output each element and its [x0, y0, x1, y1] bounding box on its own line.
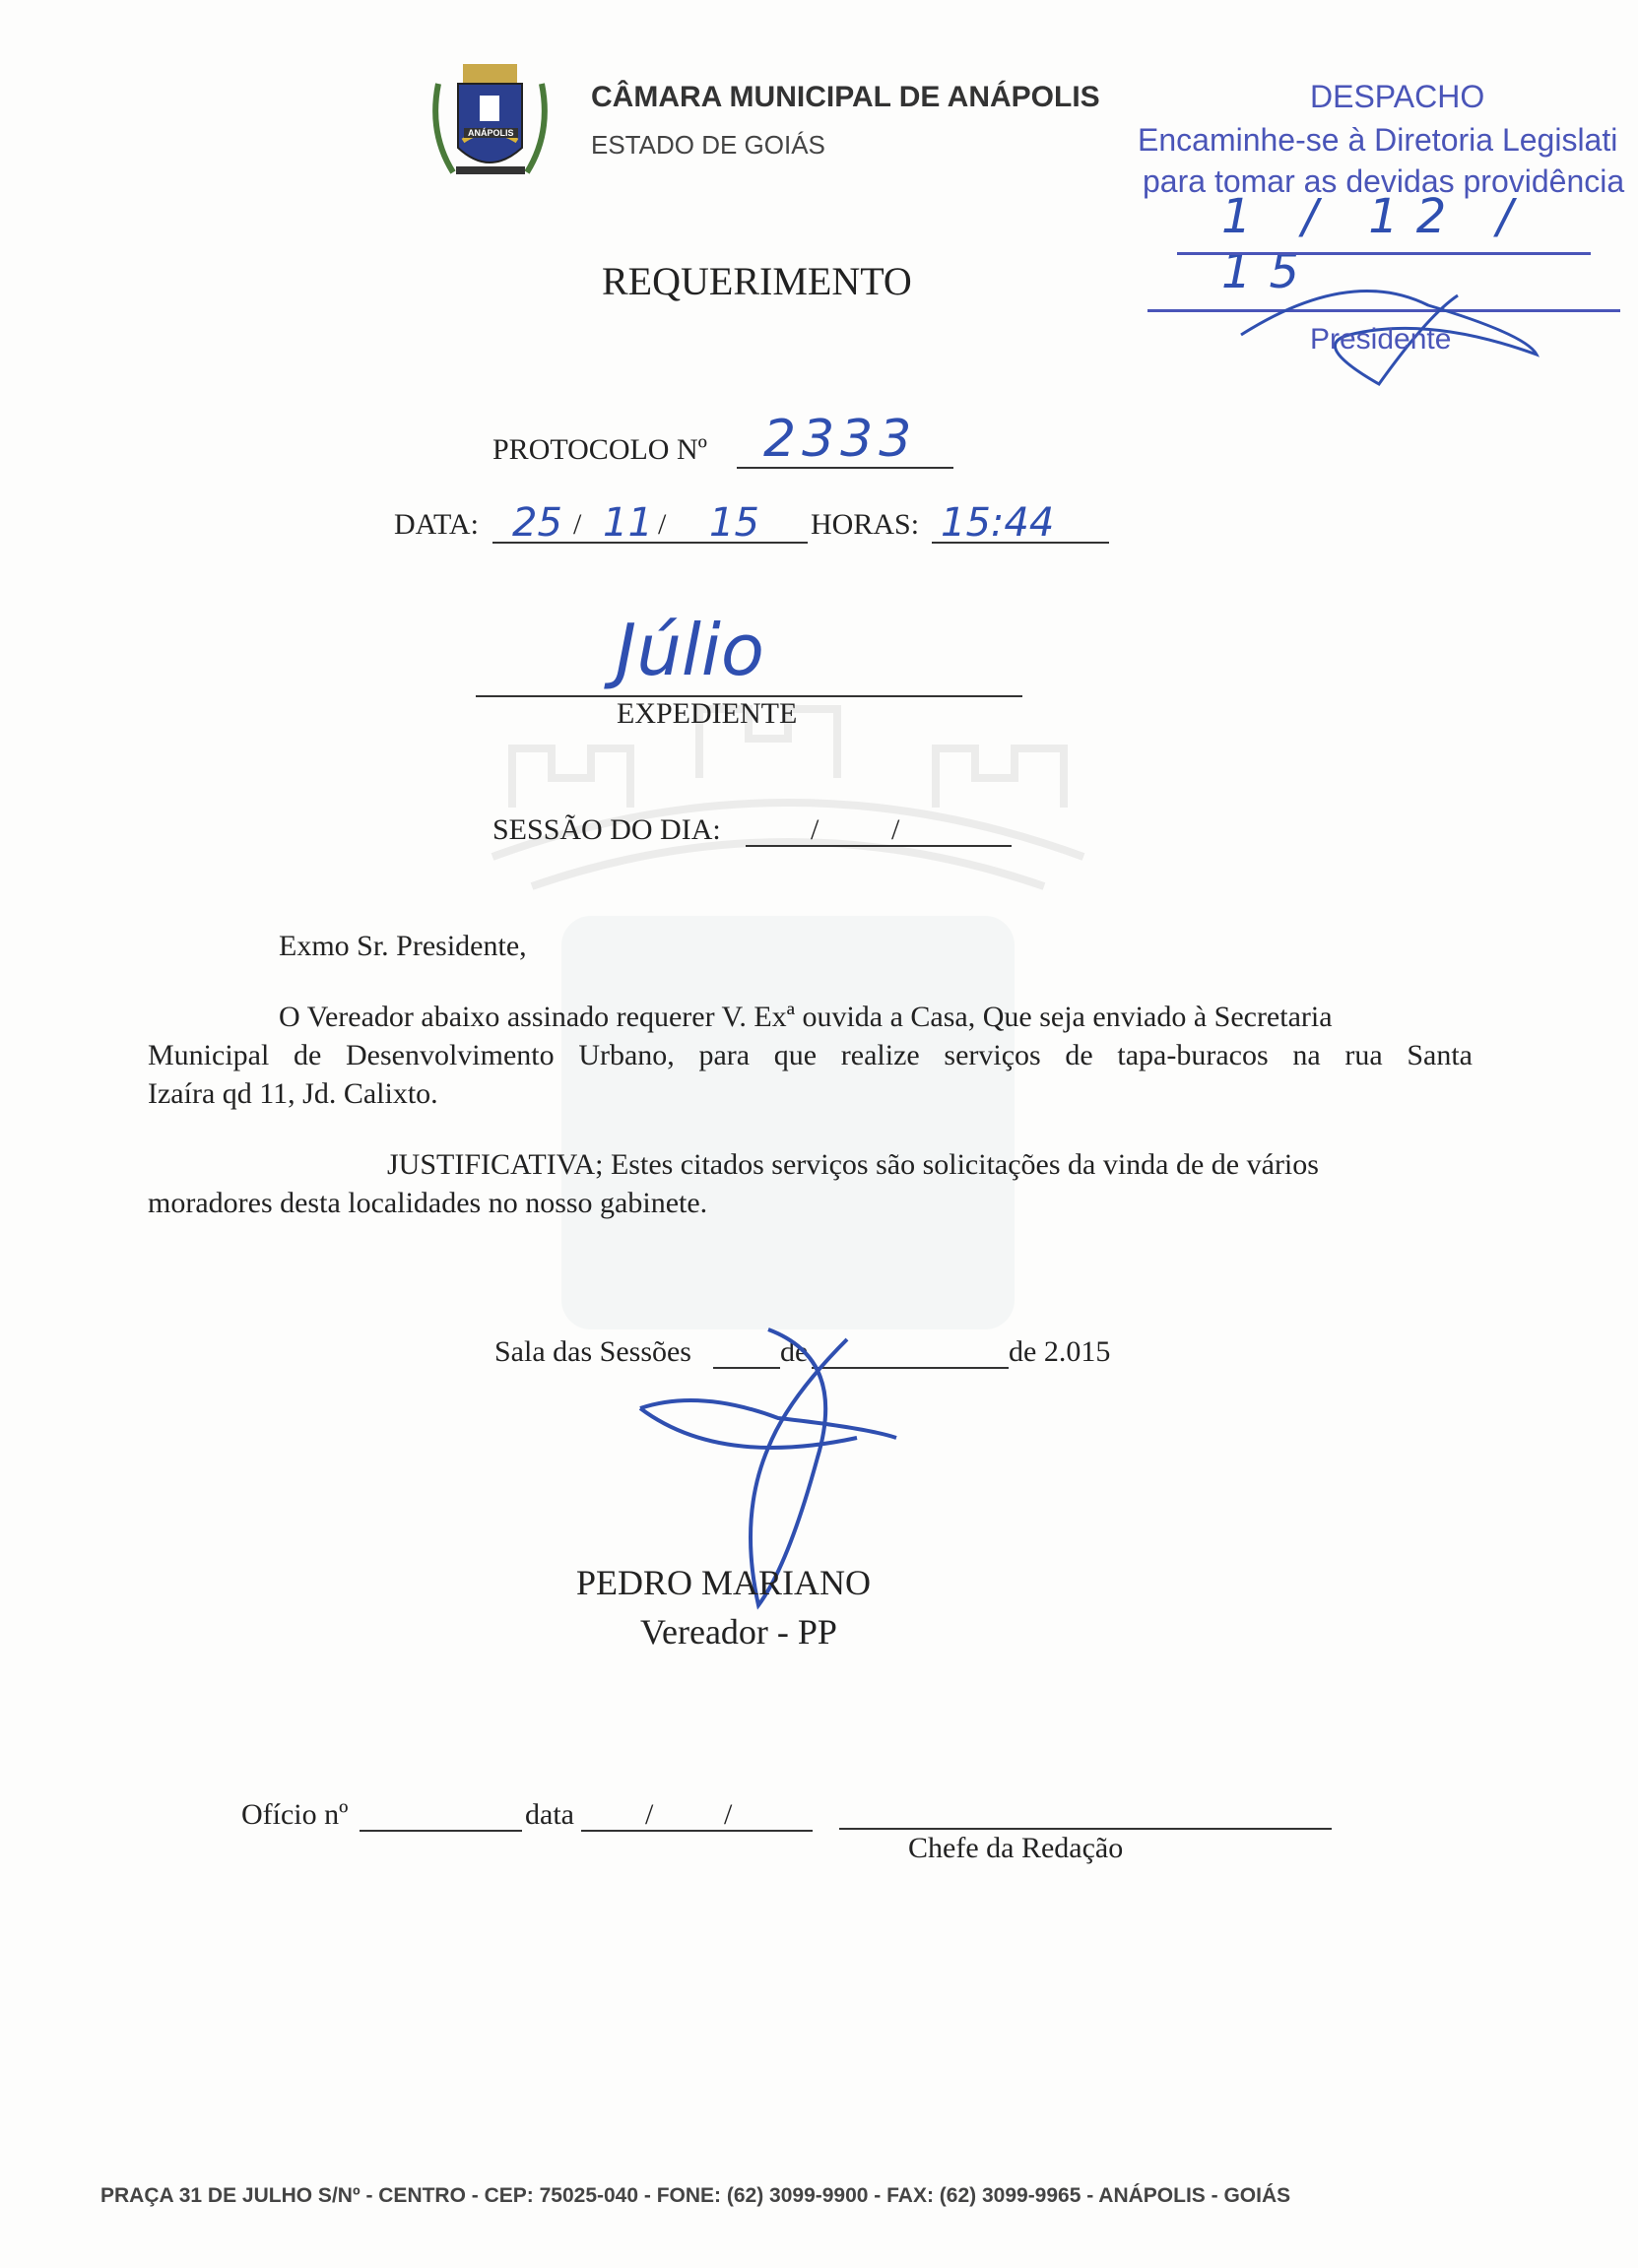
data2-sep2: / — [724, 1798, 733, 1831]
stamp-line2: para tomar as devidas providência — [1143, 163, 1625, 199]
horas-label: HORAS: — [811, 508, 920, 541]
data-year: 15 — [709, 500, 759, 546]
municipal-crest-logo — [419, 54, 561, 197]
body-p1-line1: O Vereador abaixo assinado requerer V. Exª ouvida a Casa, Que seja enviado à Secretaria — [279, 1001, 1333, 1033]
body-p2-line2: moradores desta localidades no nosso gabinete. — [148, 1187, 708, 1219]
data-day: 25 — [512, 500, 562, 546]
salutation: Exmo Sr. Presidente, — [279, 930, 527, 962]
chefe-label: Chefe da Redação — [908, 1832, 1124, 1864]
sessao-sep1: / — [811, 813, 819, 846]
data-label: DATA: — [394, 508, 479, 541]
signer-role: Vereador - PP — [640, 1612, 837, 1652]
body-p2-line1: JUSTIFICATIVA; Estes citados serviços são solicitações da vinda de de vários — [387, 1148, 1319, 1181]
body-p1-line3: Izaíra qd 11, Jd. Calixto. — [148, 1077, 438, 1110]
signer-name: PEDRO MARIANO — [576, 1563, 872, 1602]
data2-sep1: / — [645, 1798, 654, 1831]
crest-watermark — [473, 689, 1103, 1379]
sessao-sep2: / — [891, 813, 900, 846]
data-sep1: / — [573, 508, 582, 541]
footer-address: PRAÇA 31 DE JULHO S/Nº - CENTRO - CEP: 75025-040 - FONE: (62) 3099-9900 - FAX: (62) 3099-9965 - ANÁPOLIS - GOIÁS — [100, 2184, 1291, 2207]
stamp-date: 1 / 12 / 15 — [1221, 189, 1531, 299]
sessao-label: SESSÃO DO DIA: — [492, 813, 721, 846]
protocolo-value: 2333 — [763, 410, 918, 469]
sessao-line — [746, 845, 1012, 847]
chefe-line — [839, 1828, 1332, 1830]
stamp-line1: Encaminhe-se à Diretoria Legislati — [1138, 122, 1618, 158]
stamp-signer: Presidente — [1310, 323, 1452, 356]
sala-de-1: de — [780, 1335, 809, 1368]
document-title: REQUERIMENTO — [602, 259, 912, 303]
body-p1-line2: Municipal de Desenvolvimento Urbano, para que realize serviços de tapa-buracos na rua Santa — [148, 1039, 1473, 1071]
sala-year: de 2.015 — [1009, 1335, 1111, 1368]
data-sep2: / — [658, 508, 667, 541]
data-month: 11 — [603, 500, 653, 546]
sala-sessoes-label: Sala das Sessões — [494, 1335, 691, 1368]
oficio-label: Ofício nº — [241, 1798, 349, 1831]
data2-label: data — [525, 1798, 574, 1831]
stamp-date-line — [1177, 252, 1591, 255]
protocolo-label: PROTOCOLO Nº — [492, 433, 707, 466]
data2-line — [581, 1830, 813, 1832]
expediente-signature: Júlio — [616, 609, 764, 691]
expediente-label: EXPEDIENTE — [617, 697, 798, 730]
institution-name: CÂMARA MUNICIPAL DE ANÁPOLIS — [591, 81, 1100, 113]
crest-label: ANÁPOLIS — [464, 128, 518, 138]
oficio-line — [360, 1830, 522, 1832]
stamp-title: DESPACHO — [1310, 79, 1485, 114]
state-name: ESTADO DE GOIÁS — [591, 130, 825, 160]
horas-value: 15:44 — [941, 500, 1055, 546]
